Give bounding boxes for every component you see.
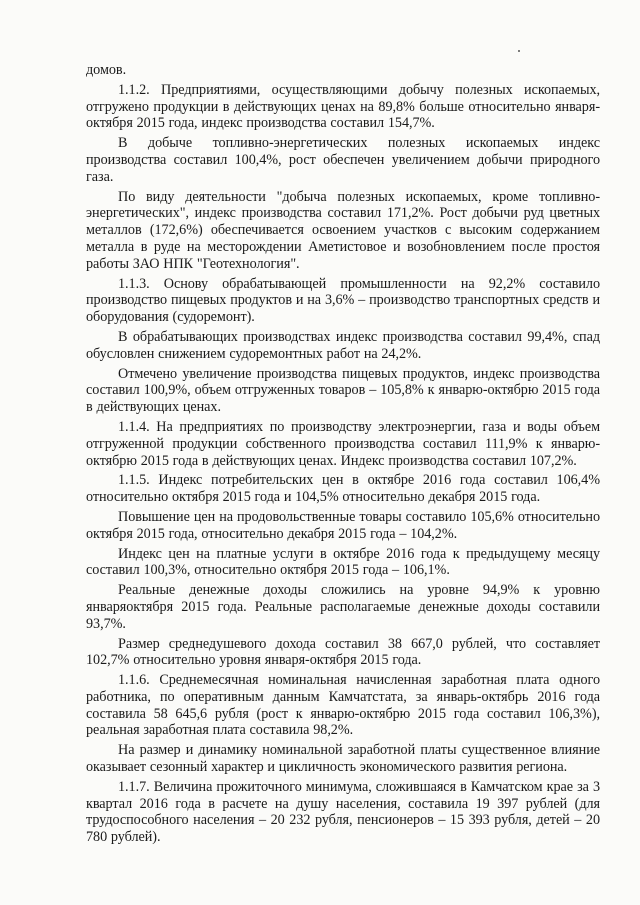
paragraph-manufacturing-index: В обрабатывающих производствах индекс производства составил 99,4%, спад обусловлен снижением судоремонтных работ на 24,2%. (86, 328, 600, 362)
paragraph-1-1-6: 1.1.6. Среднемесячная номинальная начисленная заработная плата одного работника, по оперативным данным Камчатстата, за январь-октябрь 2016 года составила 58 645,6 рубля (рост к январю-октябрю 2015 года составил 106,3%), реальная заработная плата составила 98,2%. (86, 672, 600, 739)
paragraph-fuel-energy-mining: В добыче топливно-энергетических полезных ископаемых индекс производства составил 100,4%, рост обеспечен увеличением добычи природного газа. (86, 135, 600, 185)
paragraph-1-1-3: 1.1.3. Основу обрабатывающей промышленности на 92,2% составило производство пищевых продуктов и на 3,6% – производство транспортных средств и оборудования (судоремонт). (86, 275, 600, 326)
paragraph-1-1-7: 1.1.7. Величина прожиточного минимума, сложившаяся в Камчатском крае за 3 квартал 2016 года в расчете на душу населения, составила 19 397 рублей (для трудоспособного населения – 20 232 рубля, пенсионеров – 15 393 рубля, детей – 20 780 рублей). (86, 778, 600, 846)
paragraph-food-prices: Повышение цен на продовольственные товары составило 105,6% относительно октября 2015 года, относительно декабря 2015 года – 104,2%. (86, 508, 600, 542)
scan-speck (518, 50, 520, 52)
paragraph-1-1-4: 1.1.4. На предприятиях по производству электроэнергии, газа и воды объем отгруженной продукции собственного производства составил 111,9% к январю-октябрю 2015 года в действующих ценах. Индекс производства составил 107,2%. (86, 418, 600, 469)
paragraph-food-production: Отмечено увеличение производства пищевых продуктов, индекс производства составил 100,9%, объем отгруженных товаров – 105,8% к январю-октябрю 2015 года в действующих ценах. (86, 365, 600, 416)
paragraph-services-prices: Индекс цен на платные услуги в октябре 2016 года к предыдущему месяцу составил 100,3%, относительно октября 2015 года – 106,1%. (86, 545, 600, 579)
paragraph-1-1-2: 1.1.2. Предприятиями, осуществляющими добычу полезных ископаемых, отгружено продукции в действующих ценах на 89,8% больше относительно января-октября 2015 года, индекс производства составил 154,7%. (86, 81, 600, 132)
paragraph-non-fuel-mining: По виду деятельности "добыча полезных ископаемых, кроме топливно-энергетических", индекс производства составил 171,2%. Рост добычи руд цветных металлов (172,6%) обеспечивается освоением участков с высоким содержанием металла в руде на месторождении Аметистовое и возобновлением после простоя работы ЗАО НПК "Геотехнология". (86, 188, 600, 272)
paragraph-continuation: домов. (86, 62, 127, 78)
paragraph-wage-dynamics: На размер и динамику номинальной заработной платы существенное влияние оказывает сезонный характер и цикличность экономического развития региона. (86, 742, 600, 776)
paragraph-real-income: Реальные денежные доходы сложились на уровне 94,9% к уровню январяоктября 2015 года. Реальные располагаемые денежные доходы составили 93,7%. (86, 582, 600, 632)
paragraph-1-1-5: 1.1.5. Индекс потребительских цен в октябре 2016 года составил 106,4% относительно октября 2015 года и 104,5% относительно декабря 2015 года. (86, 472, 600, 506)
paragraph-per-capita-income: Размер среднедушевого дохода составил 38 667,0 рублей, что составляет 102,7% относительно уровня января-октября 2015 года. (86, 635, 600, 669)
